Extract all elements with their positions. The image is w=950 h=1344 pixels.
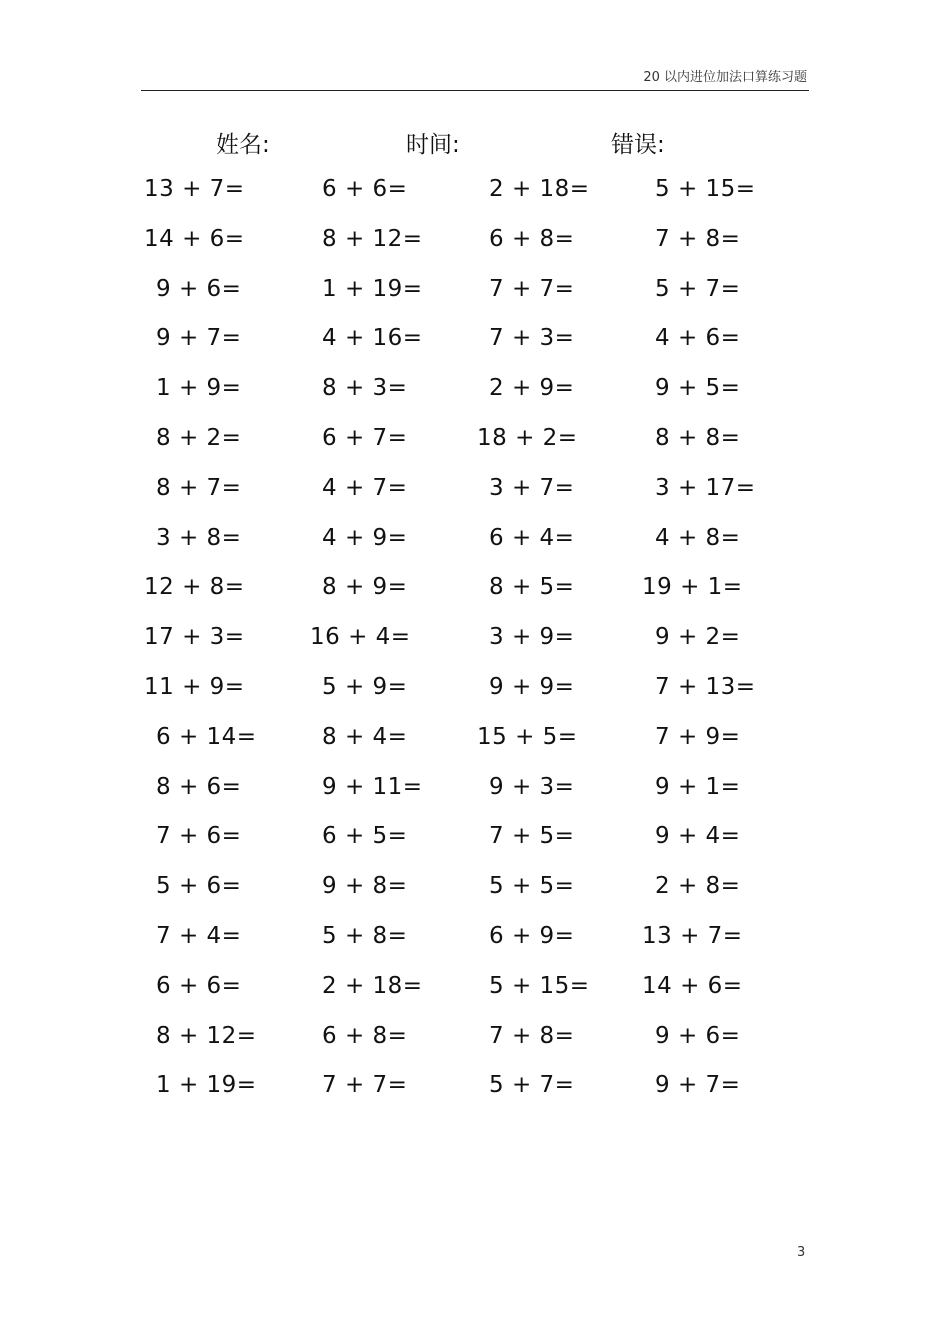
problem-item: 5 + 9= — [322, 673, 408, 700]
problem-item: 9 + 9= — [489, 673, 575, 700]
problem-item: 5 + 15= — [655, 176, 756, 202]
problem-row — [0, 668, 950, 718]
problem-row — [0, 1017, 950, 1067]
problem-item: 8 + 7= — [156, 474, 242, 501]
problem-item: 6 + 6= — [322, 176, 408, 202]
problem-item: 5 + 6= — [156, 873, 242, 900]
problem-row — [0, 519, 950, 569]
problem-item: 14 + 6= — [642, 972, 743, 999]
problem-item: 3 + 7= — [489, 474, 575, 501]
problem-item: 9 + 2= — [655, 624, 741, 651]
problem-item: 11 + 9= — [144, 673, 245, 700]
problem-item: 2 + 9= — [489, 375, 575, 402]
problem-item: 9 + 8= — [322, 873, 408, 900]
problem-item: 17 + 3= — [144, 624, 245, 651]
problem-item: 6 + 4= — [489, 524, 575, 551]
problem-row — [0, 618, 950, 668]
problem-row — [0, 319, 950, 369]
problem-row — [0, 867, 950, 917]
problem-item: 8 + 4= — [322, 723, 408, 750]
problem-item: 8 + 5= — [489, 574, 575, 601]
name-label: 姓名: — [216, 132, 270, 158]
problem-item: 7 + 8= — [489, 1022, 575, 1049]
problem-item: 5 + 15= — [489, 972, 590, 999]
problem-item: 8 + 3= — [322, 375, 408, 402]
problem-grid — [0, 170, 950, 1116]
problem-item: 6 + 9= — [489, 922, 575, 949]
problem-item: 9 + 7= — [156, 325, 242, 352]
problem-item: 7 + 6= — [156, 823, 242, 850]
problem-row — [0, 1066, 950, 1116]
problem-item: 13 + 7= — [642, 922, 743, 949]
problem-item: 8 + 8= — [655, 424, 741, 451]
problem-item: 4 + 6= — [655, 325, 741, 352]
problem-row — [0, 369, 950, 419]
problem-item: 5 + 7= — [489, 1072, 575, 1099]
problem-item: 7 + 9= — [655, 723, 741, 750]
problem-item: 13 + 7= — [144, 176, 245, 202]
problem-item: 9 + 7= — [655, 1072, 741, 1099]
problem-item: 5 + 8= — [322, 922, 408, 949]
problem-item: 3 + 9= — [489, 624, 575, 651]
problem-item: 9 + 6= — [156, 275, 242, 302]
problem-item: 2 + 18= — [489, 176, 590, 202]
page-header — [141, 64, 809, 91]
problem-item: 16 + 4= — [310, 624, 411, 651]
problem-item: 5 + 5= — [489, 873, 575, 900]
problem-item: 1 + 19= — [156, 1072, 257, 1099]
problem-row — [0, 817, 950, 867]
problem-item: 9 + 6= — [655, 1022, 741, 1049]
problem-row — [0, 917, 950, 967]
problem-item: 5 + 7= — [655, 275, 741, 302]
problem-item: 6 + 7= — [322, 424, 408, 451]
page-number: 3 — [797, 1245, 806, 1260]
problem-row — [0, 967, 950, 1017]
problem-item: 1 + 19= — [322, 275, 423, 302]
header-title: 20 以内进位加法口算练习题 — [643, 70, 807, 85]
problem-item: 2 + 18= — [322, 972, 423, 999]
problem-item: 19 + 1= — [642, 574, 743, 601]
problem-item: 6 + 8= — [489, 225, 575, 252]
problem-item: 8 + 12= — [156, 1022, 257, 1049]
problem-row — [0, 768, 950, 818]
problem-row — [0, 170, 950, 220]
problem-item: 8 + 2= — [156, 424, 242, 451]
problem-item: 7 + 8= — [655, 225, 741, 252]
problem-row — [0, 568, 950, 618]
problem-item: 8 + 12= — [322, 225, 423, 252]
problem-item: 8 + 6= — [156, 773, 242, 800]
errors-label: 错误: — [611, 132, 665, 158]
problem-item: 6 + 8= — [322, 1022, 408, 1049]
problem-item: 2 + 8= — [655, 873, 741, 900]
problem-item: 4 + 7= — [322, 474, 408, 501]
problem-item: 7 + 13= — [655, 673, 756, 700]
problem-item: 18 + 2= — [477, 424, 578, 451]
problem-item: 9 + 3= — [489, 773, 575, 800]
problem-row — [0, 419, 950, 469]
problem-row — [0, 220, 950, 270]
problem-item: 6 + 6= — [156, 972, 242, 999]
problem-row — [0, 718, 950, 768]
problem-item: 12 + 8= — [144, 574, 245, 601]
time-label: 时间: — [406, 132, 460, 158]
problem-item: 4 + 8= — [655, 524, 741, 551]
problem-row — [0, 270, 950, 320]
problem-item: 7 + 4= — [156, 922, 242, 949]
problem-item: 15 + 5= — [477, 723, 578, 750]
problem-item: 7 + 7= — [322, 1072, 408, 1099]
problem-item: 6 + 14= — [156, 723, 257, 750]
problem-item: 3 + 17= — [655, 474, 756, 501]
problem-item: 14 + 6= — [144, 225, 245, 252]
problem-item: 3 + 8= — [156, 524, 242, 551]
problem-item: 6 + 5= — [322, 823, 408, 850]
problem-item: 1 + 9= — [156, 375, 242, 402]
student-info-row — [0, 126, 950, 160]
problem-item: 4 + 16= — [322, 325, 423, 352]
problem-item: 9 + 11= — [322, 773, 423, 800]
problem-item: 7 + 5= — [489, 823, 575, 850]
problem-item: 9 + 4= — [655, 823, 741, 850]
problem-item: 9 + 1= — [655, 773, 741, 800]
problem-item: 9 + 5= — [655, 375, 741, 402]
problem-item: 8 + 9= — [322, 574, 408, 601]
problem-item: 4 + 9= — [322, 524, 408, 551]
problem-item: 7 + 7= — [489, 275, 575, 302]
problem-row — [0, 469, 950, 519]
problem-item: 7 + 3= — [489, 325, 575, 352]
